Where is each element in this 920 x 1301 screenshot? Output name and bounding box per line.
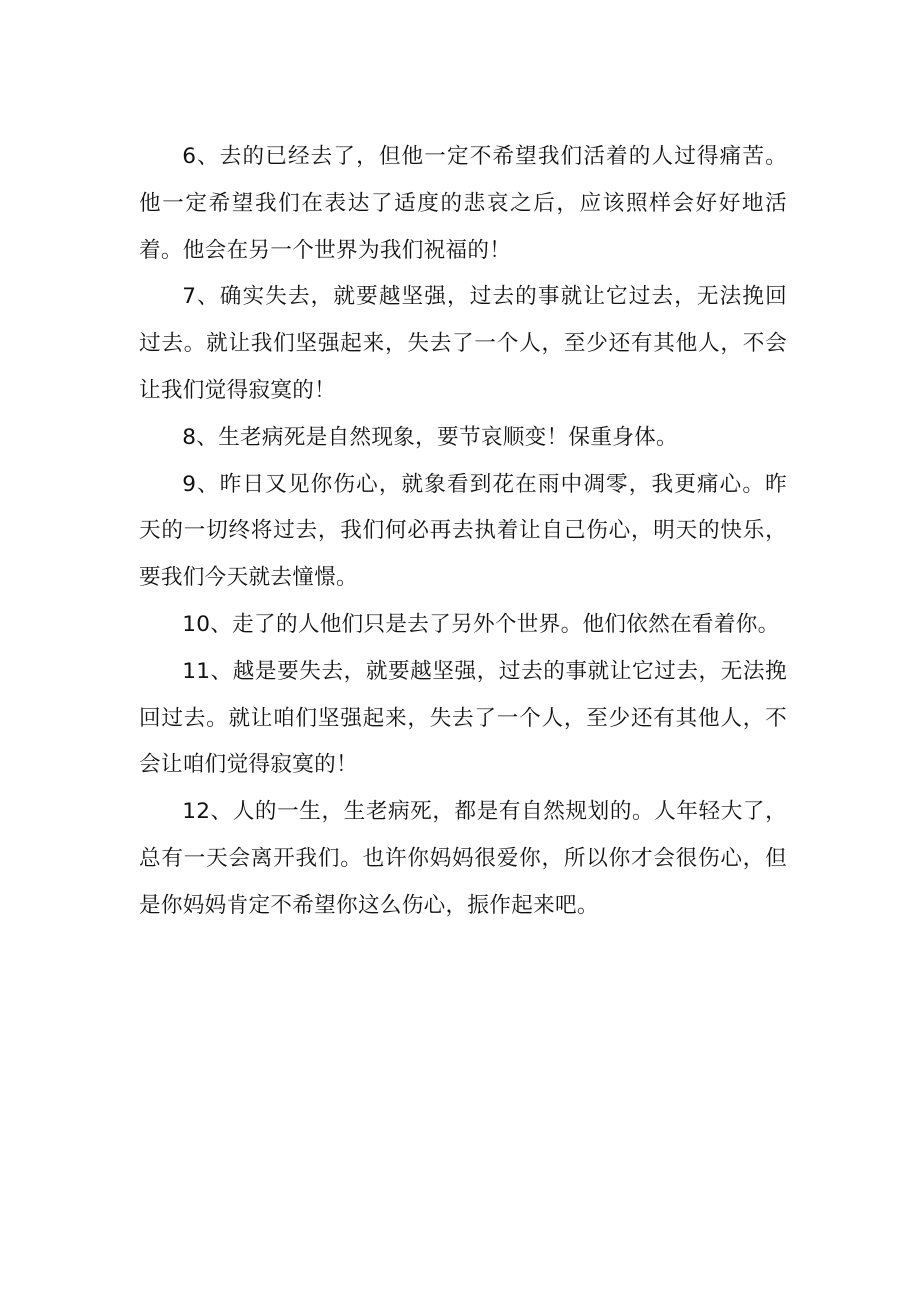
paragraph-8: 8、生老病死是自然现象，要节哀顺变！保重身体。 xyxy=(182,424,678,450)
paragraph-10: 10、走了的人他们只是去了另外个世界。他们依然在看着你。 xyxy=(182,611,780,637)
paragraph-11: 11、越是要失去，就要越坚强，过去的事就让它过去，无法挽回过去。就让咱们坚强起来，失去了一个人，至少还有其他人，不会让咱们觉得寂寞的！ xyxy=(139,658,787,778)
paragraph-7: 7、确实失去，就要越坚强，过去的事就让它过去，无法挽回过去。就让我们坚强起来，失去了一个人，至少还有其他人，不会让我们觉得寂寞的！ xyxy=(139,284,787,403)
paragraph-9: 9、昨日又见你伤心，就象看到花在雨中凋零，我更痛心。昨天的一切终将过去，我们何必再去执着让自己伤心，明天的快乐，要我们今天就去憧憬。 xyxy=(139,471,787,591)
paragraph-6: 6、去的已经去了，但他一定不希望我们活着的人过得痛苦。他一定希望我们在表达了适度的悲哀之后，应该照样会好好地活着。他会在另一个世界为我们祝福的！ xyxy=(139,144,787,263)
paragraph-12: 12、人的一生，生老病死，都是有自然规划的。人年轻大了，总有一天会离开我们。也许你妈妈很爱你，所以你才会很伤心，但是你妈妈肯定不希望你这么伤心，振作起来吧。 xyxy=(139,799,787,918)
document-body xyxy=(139,134,787,930)
